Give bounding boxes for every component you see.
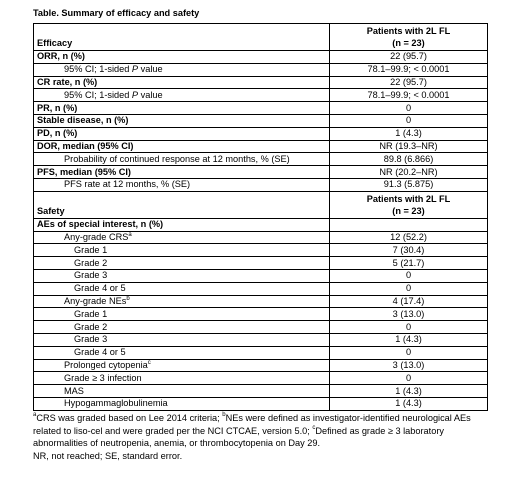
row-value: 0 [330,269,488,282]
table-row [34,51,488,64]
table-row [34,308,488,321]
row-label: DOR, median (95% CI) [34,140,330,153]
row-value: NR (19.3–NR) [330,140,488,153]
efficacy-header-row [34,24,488,51]
table-row [34,153,488,166]
summary-table [33,23,488,411]
table-row [34,397,488,410]
footnote-abbreviations: NR, not reached; SE, standard error. [33,450,183,461]
row-label: Grade ≥ 3 infection [34,372,330,385]
row-value: 0 [330,321,488,334]
table-row [34,346,488,359]
row-value: 22 (95.7) [330,51,488,64]
row-label: Grade 1 [34,244,330,257]
row-label: Hypogammaglobulinemia [34,397,330,410]
row-value: 1 (4.3) [330,333,488,346]
table-row [34,114,488,127]
table-row [34,257,488,270]
row-label: PFS, median (95% CI) [34,166,330,179]
footnote-text: NEs were defined as investigator-identified neurological AEs related to liso-cel and were graded per the NCI CTCAE, version 5.0; [33,413,471,436]
table-row [34,321,488,334]
efficacy-section-label: Efficacy [34,24,330,51]
safety-section-label: Safety [34,191,330,218]
row-label: Stable disease, n (%) [34,114,330,127]
row-label: ORR, n (%) [34,51,330,64]
row-label: Probability of continued response at 12 months, % (SE) [34,153,330,166]
row-value: 89.8 (6.866) [330,153,488,166]
table-row [34,166,488,179]
table-row [34,63,488,76]
safety-column-header [330,191,488,218]
footnote-marker: b [222,412,226,418]
footnote-marker: c [312,424,316,431]
safety-header-row [34,191,488,218]
column-header-line2: (n = 23) [392,38,425,48]
row-label: PFS rate at 12 months, % (SE) [34,178,330,191]
row-value: 22 (95.7) [330,76,488,89]
row-label: Grade 2 [34,321,330,334]
row-label-text: 95% CI; 1-sided [64,89,132,100]
row-label-italic: P [131,64,139,75]
row-label-text: value [138,89,163,100]
row-label-text: Any-grade CRS [64,231,129,242]
row-value: 5 (21.7) [330,257,488,270]
row-value: 1 (4.3) [330,127,488,140]
table-row [34,295,488,308]
row-label-italic: P [131,89,139,100]
row-value: 7 (30.4) [330,244,488,257]
table-row [34,140,488,153]
table-row [34,359,488,372]
row-label: PR, n (%) [34,102,330,115]
row-value: 3 (13.0) [330,359,488,372]
column-header-line2: (n = 23) [392,205,425,216]
table-row [34,333,488,346]
row-value: 91.3 (5.875) [330,178,488,191]
table-row [34,282,488,295]
footnote-marker: a [33,412,37,418]
table-row [34,231,488,244]
row-label [34,359,330,372]
row-label-text: 95% CI; 1-sided [64,64,132,75]
row-value: 0 [330,346,488,359]
table-footnote [33,412,489,462]
row-label: CR rate, n (%) [34,76,330,89]
table-row [34,102,488,115]
table-row [34,218,488,231]
row-value: 78.1–99.9; < 0.0001 [330,89,488,102]
row-label [34,89,330,102]
row-label [34,63,330,76]
row-value: 1 (4.3) [330,385,488,398]
row-value: 0 [330,282,488,295]
row-label-text: Prolonged cytopenia [64,359,148,370]
footnote-marker: c [147,359,151,366]
table-row [34,127,488,140]
row-label-text: Any-grade NEs [64,295,127,306]
row-label: AEs of special interest, n (%) [34,218,330,231]
footnote-marker: b [126,295,130,302]
row-label: Grade 4 or 5 [34,282,330,295]
table-row [34,178,488,191]
row-label [34,295,330,308]
row-label: MAS [34,385,330,398]
row-label: Grade 2 [34,257,330,270]
row-label: Grade 3 [34,269,330,282]
row-label: Grade 1 [34,308,330,321]
row-label: Grade 3 [34,333,330,346]
table-row [34,269,488,282]
row-label: PD, n (%) [34,127,330,140]
table-row [34,76,488,89]
row-value: 3 (13.0) [330,308,488,321]
row-label: Grade 4 or 5 [34,346,330,359]
table-row [34,385,488,398]
footnote-text: Defined as grade ≥ 3 laboratory abnormalities of neutropenia, anemia, or thrombocytopenia on Day 29. [33,425,444,448]
row-value: 78.1–99.9; < 0.0001 [330,63,488,76]
row-value: 12 (52.2) [330,231,488,244]
efficacy-column-header [330,24,488,51]
row-value: 0 [330,114,488,127]
row-value: NR (20.2–NR) [330,166,488,179]
row-label-text: value [138,64,163,75]
row-value [330,218,488,231]
table-row [34,372,488,385]
table-row [34,244,488,257]
row-label [34,231,330,244]
row-value: 0 [330,372,488,385]
footnote-marker: a [128,231,132,238]
row-value: 0 [330,102,488,115]
footnote-text: CRS was graded based on Lee 2014 criteria; [36,413,223,423]
column-header-line1: Patients with 2L FL [366,26,451,36]
column-header-line1: Patients with 2L FL [366,193,451,204]
table-row [34,89,488,102]
row-value: 4 (17.4) [330,295,488,308]
row-value: 1 (4.3) [330,397,488,410]
table-title: Table. Summary of efficacy and safety [33,8,200,18]
